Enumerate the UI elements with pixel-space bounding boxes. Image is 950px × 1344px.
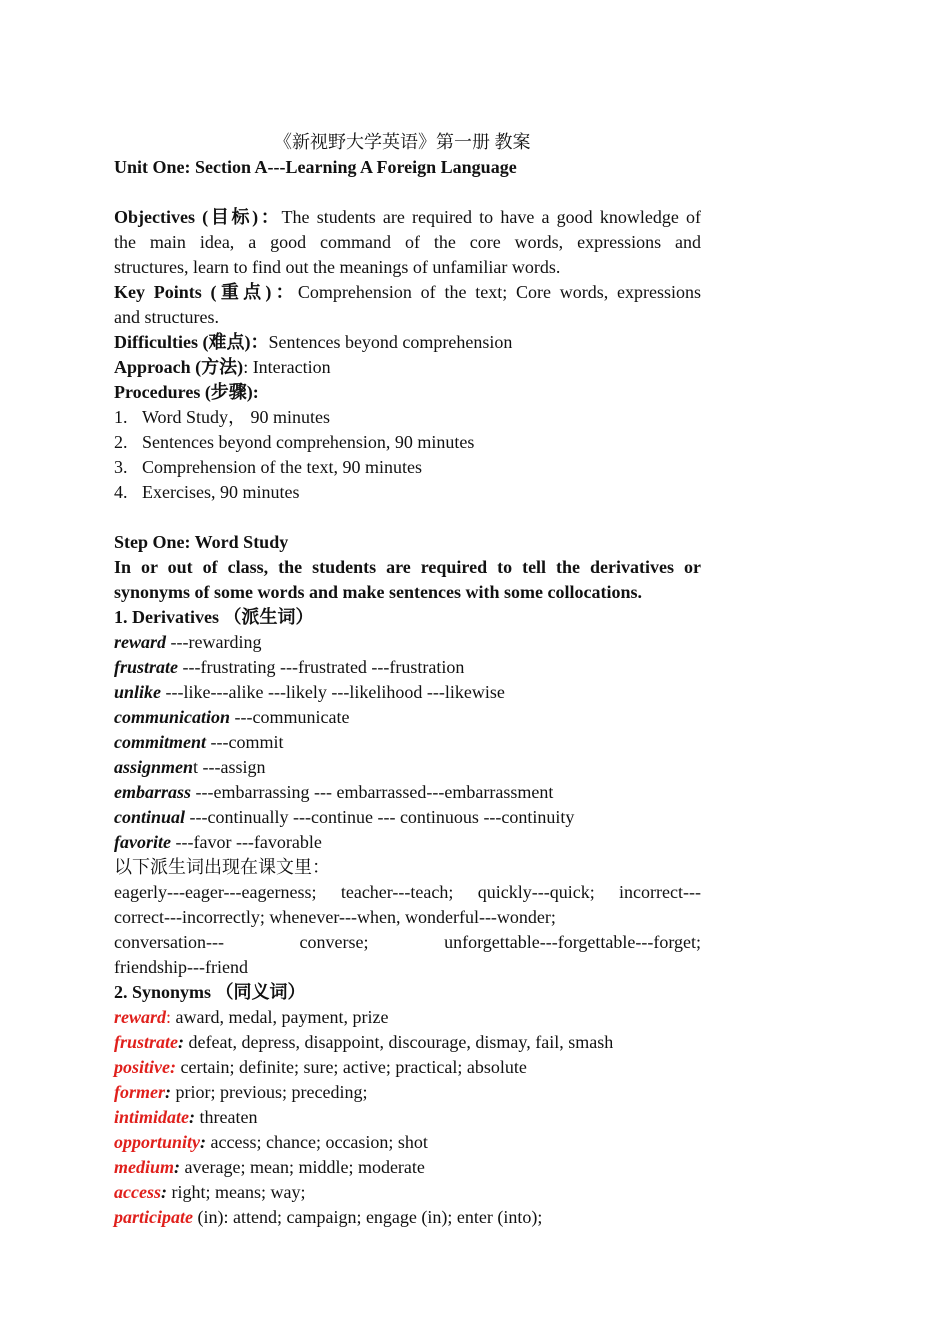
keypoints-line-2: and structures. — [114, 307, 219, 327]
derivative-item: reward ---rewarding — [114, 632, 262, 652]
step-one-intro-1: In or out of class, the students are required to tell the derivatives or — [114, 557, 701, 577]
unit-title: Unit One: Section A---Learning A Foreign Language — [114, 157, 517, 177]
derivatives-heading: 1. Derivatives （派生词） — [114, 607, 314, 627]
procedure-item: 1. Word Study， 90 minutes — [114, 407, 331, 427]
procedure-item: 3. Comprehension of the text, 90 minutes — [114, 457, 422, 477]
objectives-line-1: Objectives (目标)：The students are required to have a good knowledge of — [114, 207, 701, 227]
derivatives-text-4: friendship---friend — [114, 957, 248, 977]
blank-line — [114, 505, 701, 530]
difficulties-label: Difficulties (难点)： — [114, 332, 269, 352]
approach-label: Approach (方法) — [114, 357, 244, 377]
objectives-label: Objectives (目标)： — [114, 207, 282, 227]
objectives-line-2: the main idea, a good command of the core words, expressions and — [114, 232, 701, 252]
procedure-item: 2. Sentences beyond comprehension, 90 minutes — [114, 432, 475, 452]
synonym-item: medium: average; mean; middle; moderate — [114, 1157, 425, 1177]
difficulties-line: Difficulties (难点)：Sentences beyond comprehension — [114, 332, 513, 352]
derivative-item: continual ---continually ---continue --- continuous ---continuity — [114, 807, 575, 827]
derivative-item: favorite ---favor ---favorable — [114, 832, 322, 852]
synonym-item: opportunity: access; chance; occasion; shot — [114, 1132, 428, 1152]
derivative-item: unlike ---like---alike ---likely ---likelihood ---likewise — [114, 682, 505, 702]
derivative-item: assignment ---assign — [114, 757, 266, 777]
synonym-item: reward: award, medal, payment, prize — [114, 1007, 389, 1027]
document-body — [114, 130, 701, 1230]
derivatives-text-1: eagerly---eager---eagerness; teacher---teach; quickly---quick; incorrect--- — [114, 882, 701, 902]
derivative-item: frustrate ---frustrating ---frustrated ---frustration — [114, 657, 465, 677]
synonyms-heading: 2. Synonyms （同义词） — [114, 982, 306, 1002]
procedures-heading: Procedures (步骤): — [114, 382, 259, 402]
synonym-item: former: prior; previous; preceding; — [114, 1082, 368, 1102]
derivatives-text-2: correct---incorrectly; whenever---when, wonderful---wonder; — [114, 907, 556, 927]
synonym-item: frustrate: defeat, depress, disappoint, discourage, dismay, fail, smash — [114, 1032, 614, 1052]
objectives-line-3: structures, learn to find out the meanings of unfamiliar words. — [114, 257, 561, 277]
synonym-item: positive: certain; definite; sure; active; practical; absolute — [114, 1057, 527, 1077]
synonym-item: intimidate: threaten — [114, 1107, 258, 1127]
keypoints-label: Key Points (重点)： — [114, 282, 298, 302]
approach-line: Approach (方法): Interaction — [114, 357, 331, 377]
procedure-item: 4. Exercises, 90 minutes — [114, 482, 300, 502]
synonym-item: participate (in): attend; campaign; engage (in); enter (into); — [114, 1207, 543, 1227]
doc-title: 《新视野大学英语》第一册 教案 — [274, 132, 531, 152]
derivative-item: embarrass ---embarrassing --- embarrassed---embarrassment — [114, 782, 554, 802]
blank-line — [114, 180, 701, 205]
step-one-intro-2: synonyms of some words and make sentences with some collocations. — [114, 582, 642, 602]
derivative-item: commitment ---commit — [114, 732, 284, 752]
synonym-item: access: right; means; way; — [114, 1182, 306, 1202]
keypoints-line-1: Key Points (重点)：Comprehension of the text; Core words, expressions — [114, 282, 702, 302]
derivative-item: communication ---communicate — [114, 707, 350, 727]
derivatives-text-3: conversation--- converse; unforgettable---forgettable---forget; — [114, 932, 701, 952]
step-one-heading: Step One: Word Study — [114, 532, 289, 552]
derivatives-note: 以下派生词出现在课文里： — [114, 857, 330, 877]
